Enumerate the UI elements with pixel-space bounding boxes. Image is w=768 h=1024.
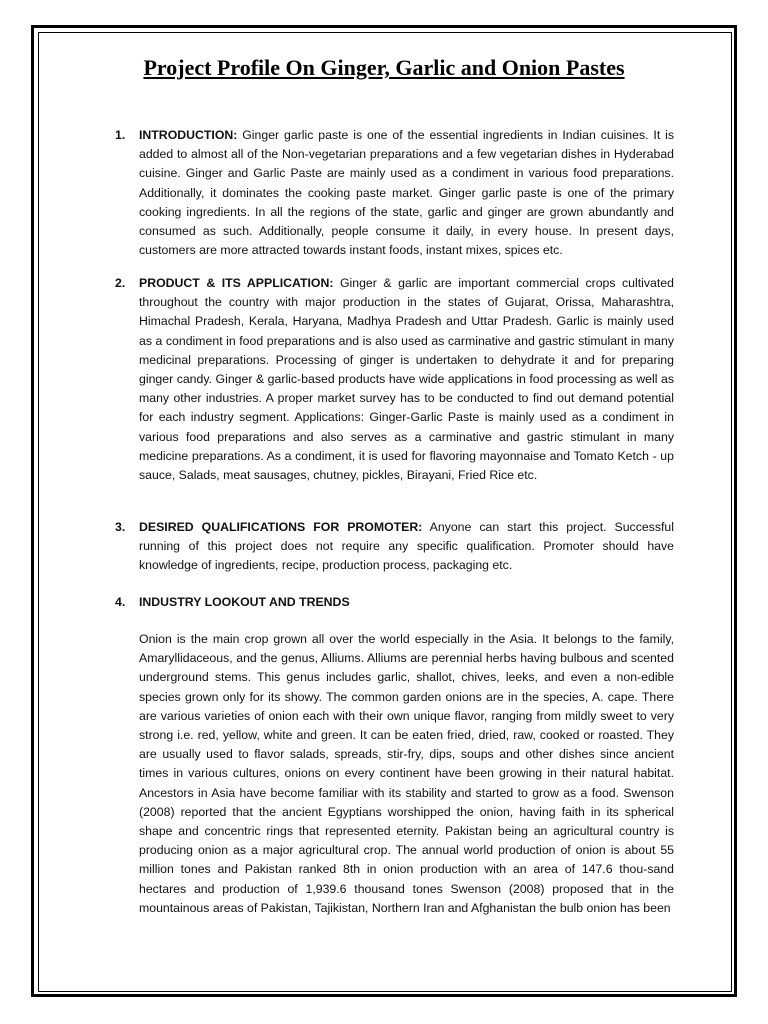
section-heading: INTRODUCTION: [139,128,238,142]
section-heading: DESIRED QUALIFICATIONS FOR PROMOTER: [139,520,423,534]
section-text: Ginger & garlic are important commercial crops cultivated throughout the country with major production in the states of Gujarat, Orissa, Maharashtra, Himachal Pradesh, Kerala, Haryana, Madhya Pradesh and Uttar Pradesh. Garlic is mainly used as a condiment in food preparations and is also used as carminative and gastric stimulant in many medicinal preparations. Processing of ginger is undertaken to dehydrate it and for preparing ginger candy. Ginger & garlic-based products have wide applications in food processing as well as many other industries. A proper market survey has to be conducted to find out demand potential for each industry segment. Applications: Ginger-Garlic Paste is mainly used as a condiment in various food preparations and also serves as a carminative and gastric stimulant in many medicine preparations. As a condiment, it is used for flavoring mayonnaise and Tomato Ketch - up sauce, Salads, meat sausages, chutney, pickles, Birayani, Fried Rice etc. [139,276,674,483]
trends-paragraph: Onion is the main crop grown all over the world especially in the Asia. It belongs to the family, Amaryllidaceous, and the genus, Alliums. Alliums are perennial herbs having bulbous and scented underground stems. This genus includes garlic, shallot, chives, leeks, and even a non-edible species grown only for its showy. The common garden onions are in the species, A. cape. There are various varieties of onion each with their own unique flavor, ranging from mildly sweet to very strong i.e. red, yellow, white and green. It can be eaten fried, dried, raw, cooked or roasted. They are usually used to flavor salads, spreads, stir-fry, dips, soups and other dishes since ancient times in various cultures, onions on every continent have been growing in their natural habitat. Ancestors in Asia have become familiar with its stability and started to grow as a food. Swenson (2008) reported that the ancient Egyptians worshipped the onion, having faith in its spherical shape and concentric rings that represented eternity. Pakistan being an agricultural country is producing onion as a major agricultural crop. The annual world production of onion is about 55 million tones and Pakistan ranked 8th in onion production with an area of 147.6 thou-sand hectares and production of 1,939.6 thousand tones Swenson (2008) proposed that in the mountainous areas of Pakistan, Tajikistan, Northern Iran and Afghanistan the bulb onion has been [139,632,674,915]
document-title: Project Profile On Ginger, Garlic and Onion Pastes [143,55,625,80]
section-number: 3. [115,520,126,534]
section-number: 1. [115,128,126,142]
section-text: Anyone can start this project. Successful running of this project does not require any specific qualification. Promoter should have knowledge of ingredients, recipe, production process, packaging etc. [139,520,674,573]
section-number: 2. [115,276,126,290]
section-product-application [115,274,674,485]
section-number: 4. [115,595,126,609]
section-desired-qualifications [115,518,674,576]
section-heading: PRODUCT & ITS APPLICATION: [139,276,334,290]
section-heading: INDUSTRY LOOKOUT AND TRENDS [139,595,350,609]
section-text: Ginger garlic paste is one of the essential ingredients in Indian cuisines. It is added to almost all of the Non-vegetarian preparations and a few vegetarian dishes in Hyderabad cuisine. Ginger and Garlic Paste are mainly used as a condiment in various food preparations. Additionally, it dominates the cooking paste market. Ginger garlic paste is one of the primary cooking ingredients. In all the regions of the state, garlic and ginger are grown abundantly and consumed as such. Additionally, people consume it daily, in every house. In present days, customers are more attracted towards instant foods, instant mixes, spices etc. [139,128,674,258]
section-industry-lookout [115,593,674,612]
section-introduction [115,126,674,260]
